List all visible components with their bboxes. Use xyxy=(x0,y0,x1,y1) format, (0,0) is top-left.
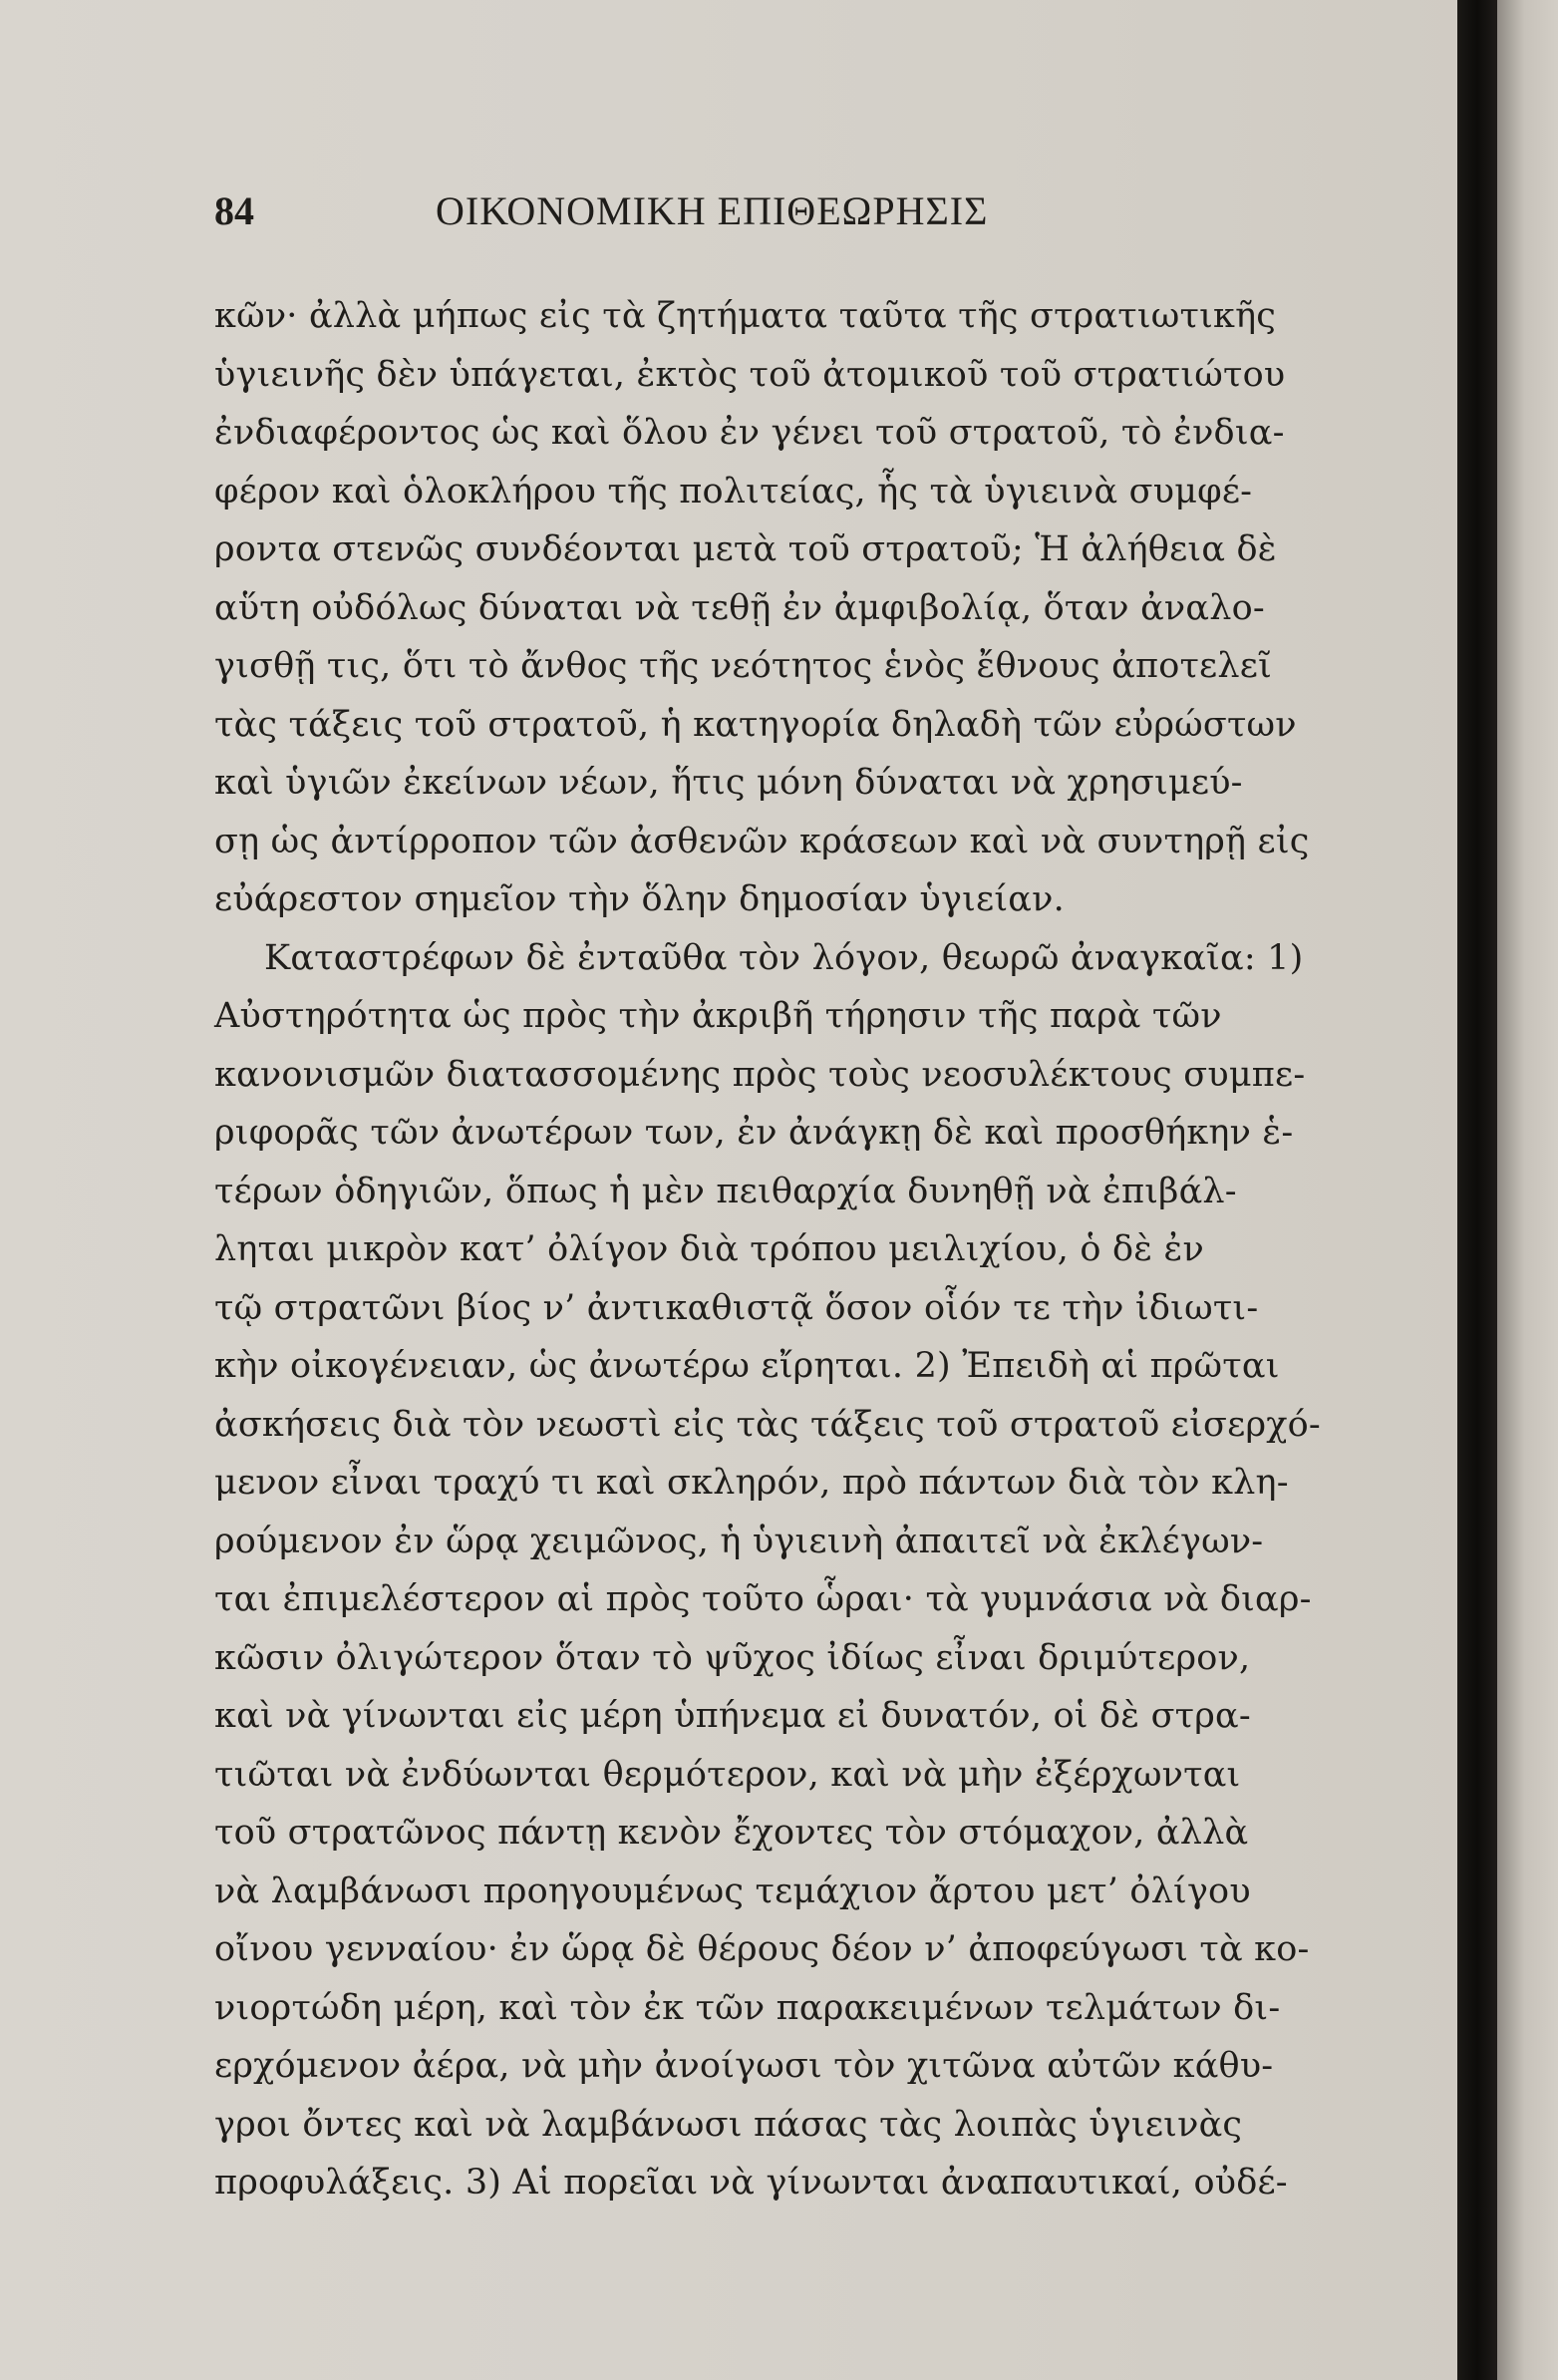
text-line: νιορτώδη μέρη, καὶ τὸν ἐκ τῶν παρακειμένων τελμάτων δι- xyxy=(214,1987,1281,2028)
text-line: ὑγιεινῆς δὲν ὑπάγεται, ἐκτὸς τοῦ ἀτομικοῦ τοῦ στρατιώτου xyxy=(214,354,1286,395)
text-line: καὶ νὰ γίνωνται εἰς μέρη ὑπήνεμα εἰ δυνατόν, οἱ δὲ στρα- xyxy=(214,1696,1251,1736)
text-line: κῶσιν ὀλιγώτερον ὅταν τὸ ψῦχος ἰδίως εἶναι δριμύτερον, xyxy=(214,1637,1251,1678)
text-line: τιῶται νὰ ἐνδύωνται θερμότερον, καὶ νὰ μὴν ἐξέρχωνται xyxy=(214,1754,1241,1795)
text-line: ριφορᾶς τῶν ἀνωτέρων των, ἐν ἀνάγκῃ δὲ καὶ προσθήκην ἑ- xyxy=(214,1113,1294,1153)
text-line: σῃ ὡς ἀντίρροπον τῶν ἀσθενῶν κράσεων καὶ νὰ συντηρῇ εἰς xyxy=(214,821,1310,861)
text-line: ἐνδιαφέροντος ὡς καὶ ὅλου ἐν γένει τοῦ στρατοῦ, τὸ ἐνδια- xyxy=(214,413,1285,453)
text-line: προφυλάξεις. 3) Αἱ πορεῖαι νὰ γίνωνται ἀναπαυτικαί, οὐδέ- xyxy=(214,2163,1288,2203)
text-line: τῷ στρατῶνι βίος ν’ ἀντικαθιστᾷ ὅσον οἷόν τε τὴν ἰδιωτι- xyxy=(214,1287,1259,1328)
text-line: τὰς τάξεις τοῦ στρατοῦ, ἡ κατηγορία δηλαδὴ τῶν εὐρώστων xyxy=(214,704,1297,745)
text-line: τοῦ στρατῶνος πάντῃ κενὸν ἔχοντες τὸν στόμαχον, ἀλλὰ xyxy=(214,1813,1249,1853)
text-line: κὴν οἰκογένειαν, ὡς ἀνωτέρω εἴρηται. 2) Ἐπειδὴ αἱ πρῶται xyxy=(214,1346,1280,1386)
text-line: Αὐστηρότητα ὡς πρὸς τὴν ἀκριβῆ τήρησιν τῆς παρὰ τῶν xyxy=(214,996,1222,1036)
body-text xyxy=(214,287,1321,2212)
text-line: ἀσκήσεις διὰ τὸν νεωστὶ εἰς τὰς τάξεις τοῦ στρατοῦ εἰσερχό- xyxy=(214,1404,1321,1445)
text-line: τέρων ὁδηγιῶν, ὅπως ἡ μὲν πειθαρχία δυνηθῇ νὰ ἐπιβάλ- xyxy=(214,1171,1237,1211)
book-spine-shadow xyxy=(1457,0,1497,2380)
text-line: ερχόμενον ἀέρα, νὰ μὴν ἀνοίγωσι τὸν χιτῶνα αὐτῶν κάθυ- xyxy=(214,2046,1274,2086)
paragraph-start-line: Καταστρέφων δὲ ἐνταῦθα τὸν λόγον, θεωρῶ ἀναγκαῖα: 1) xyxy=(264,937,1304,978)
page-header xyxy=(214,187,1311,247)
text-line: νὰ λαμβάνωσι προηγουμένως τεμάχιον ἄρτου μετ’ ὀλίγου xyxy=(214,1870,1251,1911)
text-line: κανονισμῶν διατασσομένης πρὸς τοὺς νεοσυλέκτους συμπε- xyxy=(214,1054,1306,1095)
page-number: 84 xyxy=(214,188,254,233)
running-head: ΟΙΚΟΝΟΜΙΚΗ ΕΠΙΘΕΩΡΗΣΙΣ xyxy=(436,188,989,233)
text-line: ρούμενον ἐν ὥρᾳ χειμῶνος, ἡ ὑγιεινὴ ἀπαιτεῖ νὰ ἐκλέγων- xyxy=(214,1521,1264,1561)
text-line: εὐάρεστον σημεῖον τὴν ὅλην δημοσίαν ὑγιείαν. xyxy=(214,879,1065,919)
text-line: ται ἐπιμελέστερον αἱ πρὸς τοῦτο ὧραι· τὰ γυμνάσια νὰ διαρ- xyxy=(214,1579,1312,1619)
text-line: ροντα στενῶς συνδέονται μετὰ τοῦ στρατοῦ; Ἡ ἀλήθεια δὲ xyxy=(214,529,1277,569)
adjacent-page-edge xyxy=(1497,0,1558,2380)
text-line: οἴνου γενναίου· ἐν ὥρᾳ δὲ θέρους δέον ν’ ἀποφεύγωσι τὰ κο- xyxy=(214,1929,1310,1969)
text-line: φέρον καὶ ὁλοκλήρου τῆς πολιτείας, ἧς τὰ ὑγιεινὰ συμφέ- xyxy=(214,471,1253,511)
text-line: μενον εἶναι τραχύ τι καὶ σκληρόν, πρὸ πάντων διὰ τὸν κλη- xyxy=(214,1463,1289,1503)
text-line: αὕτη οὐδόλως δύναται νὰ τεθῇ ἐν ἀμφιβολίᾳ, ὅταν ἀναλο- xyxy=(214,587,1265,628)
text-line: καὶ ὑγιῶν ἐκείνων νέων, ἥτις μόνη δύναται νὰ χρησιμεύ- xyxy=(214,763,1243,803)
text-line: κῶν· ἀλλὰ μήπως εἰς τὰ ζητήματα ταῦτα τῆς στρατιωτικῆς xyxy=(214,296,1277,336)
text-line: γροι ὄντες καὶ νὰ λαμβάνωσι πάσας τὰς λοιπὰς ὑγιεινὰς xyxy=(214,2104,1243,2145)
text-line: γισθῇ τις, ὅτι τὸ ἄνθος τῆς νεότητος ἑνὸς ἔθνους ἀποτελεῖ xyxy=(214,646,1273,686)
text-line: ληται μικρὸν κατ’ ὀλίγον διὰ τρόπου μειλιχίου, ὁ δὲ ἐν xyxy=(214,1229,1205,1269)
